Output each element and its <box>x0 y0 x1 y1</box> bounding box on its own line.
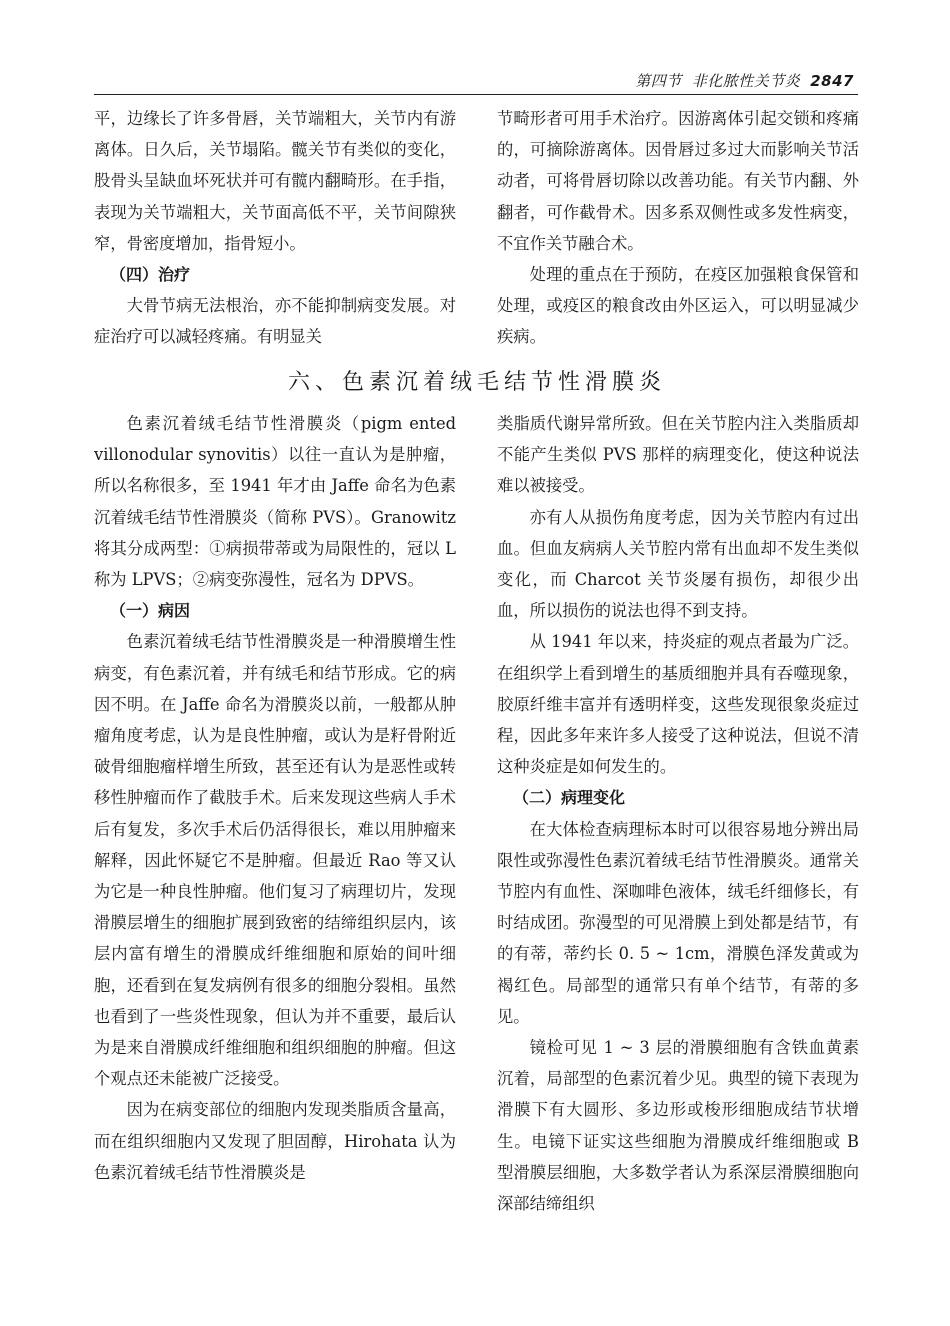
paragraph: 节畸形者可用手术治疗。因游离体引起交锁和疼痛的，可摘除游离体。因骨唇过多过大而影响关节活动者，可将骨唇切除以改善功能。有关节内翻、外翻者，可作截骨术。因多系双侧性或多发性病变，不宜作关节融合术。 <box>497 109 859 253</box>
header-right <box>635 70 854 91</box>
paragraph: 色素沉着绒毛结节性滑膜炎是一种滑膜增生性病变，有色素沉着，并有绒毛和结节形成。它的病因不明。在 Jaffe 命名为滑膜炎以前，一般都从肿瘤角度考虑，认为是良性肿瘤，或认为是籽骨附近破骨细胞瘤样增生所致，甚至还有认为是恶性或转移性肿瘤而作了截肢手术。后来发现这些病人手术后有复发，多次手术后仍活得很长，难以用肿瘤来解释，因此怀疑它不是肿瘤。但最近 Rao 等又认为它是一种良性肿瘤。他们复习了病理切片，发现滑膜层增生的细胞扩展到致密的结缔组织层内，该层内富有增生的滑膜成纤维细胞和原始的间叶细胞，还看到在复发病例有很多的细胞分裂相。虽然也看到了一些炎性现象，但认为并不重要，最后认为是来自滑膜成纤维细胞和组织细胞的肿瘤。但这个观点还未能被广泛接受。 <box>94 632 456 1089</box>
running-header <box>94 68 858 95</box>
subsection-heading-etiology: （一）病因 <box>110 601 191 621</box>
header-chapter-title: 非化脓性关节炎 <box>691 72 801 90</box>
top-left-column <box>94 103 456 353</box>
bottom-left-column <box>94 408 456 1188</box>
header-section: 第四节 <box>635 72 682 90</box>
paragraph: 色素沉着绒毛结节性滑膜炎（pigm ented villonodular synovitis）以往一直认为是肿瘤，所以名称很多，至 1941 年才由 Jaffe 命名为色素沉着绒毛结节性滑膜炎（简称 PVS）。Granowitz 将其分成两型：①病损带蒂或为局限性的，冠以 L 称为 LPVS；②病变弥漫性，冠名为 DPVS。 <box>94 414 456 590</box>
paragraph: 平，边缘长了许多骨唇，关节端粗大，关节内有游离体。日久后，关节塌陷。髋关节有类似的变化，股骨头呈缺血坏死状并可有髋内翻畸形。在手指，表现为关节端粗大，关节面高低不平，关节间隙狭窄，骨密度增加，指骨短小。 <box>94 109 456 253</box>
paragraph: 亦有人从损伤角度考虑，因为关节腔内有过出血。但血友病病人关节腔内常有出血却不发生类似变化，而 Charcot 关节炎屡有损伤，却很少出血，所以损伤的说法也得不到支持。 <box>497 507 859 621</box>
subsection-heading-treatment: （四）治疗 <box>110 265 191 285</box>
paragraph: 大骨节病无法根治，亦不能抑制病变发展。对症治疗可以减轻疼痛。有明显关 <box>94 296 456 347</box>
subsection-heading-pathology: （二）病理变化 <box>513 788 626 808</box>
paragraph: 从 1941 年以来，持炎症的观点者最为广泛。在组织学上看到增生的基质细胞并具有吞噬现象，胶原纤维丰富并有透明样变，这些发现很象炎症过程，因此多年来许多人接受了这种说法，但说不清这种炎症是如何发生的。 <box>497 632 859 777</box>
paragraph: 因为在病变部位的细胞内发现类脂质含量高，而在组织细胞内又发现了胆固醇，Hirohata 认为色素沉着绒毛结节性滑膜炎是 <box>94 1100 456 1182</box>
page-number: 2847 <box>810 72 854 90</box>
paragraph: 在大体检查病理标本时可以很容易地分辨出局限性或弥漫性色素沉着绒毛结节性滑膜炎。通常关节腔内有血性、深咖啡色液体，绒毛纤细修长，有时结成团。弥漫型的可见滑膜上到处都是结节，有的有蒂，蒂约长 0. 5 ~ 1cm，滑膜色泽发黄或为褐红色。局部型的通常只有单个结节，有蒂的多见。 <box>497 819 859 1026</box>
paragraph: 镜检可见 1 ~ 3 层的滑膜细胞有含铁血黄素沉着，局部型的色素沉着少见。典型的镜下表现为滑膜下有大圆形、多边形或梭形细胞成结节状增生。电镜下证实这些细胞为滑膜成纤维细胞或 B 型滑膜层细胞，大多数学者认为系深层滑膜细胞向深部结缔组织 <box>497 1038 859 1214</box>
section-title: 六、色素沉着绒毛结节性滑膜炎 <box>287 370 666 395</box>
paragraph: 类脂质代谢异常所致。但在关节腔内注入类脂质却不能产生类似 PVS 那样的病理变化，使这种说法难以被接受。 <box>497 414 859 496</box>
top-right-column <box>497 103 859 353</box>
paragraph: 处理的重点在于预防，在疫区加强粮食保管和处理，或疫区的粮食改由外区运入，可以明显减少疾病。 <box>497 265 859 347</box>
bottom-right-column <box>497 408 859 1219</box>
